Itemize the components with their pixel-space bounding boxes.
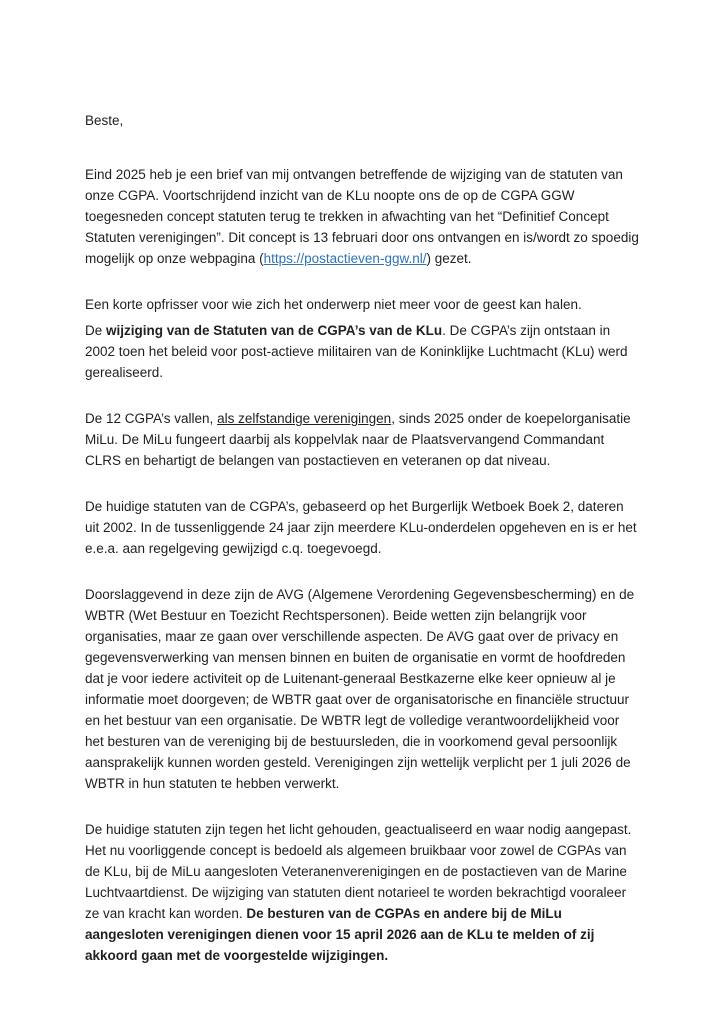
webpage-link[interactable]: https://postactieven-ggw.nl/: [263, 251, 427, 266]
paragraph-text: , sinds 2025 onder de koepelorganisatie MiLu. De MiLu fungeert daarbij als koppelvlak naar de Plaatsvervangend Commandant CLRS en behartigt de belangen van postactieven en veteranen op dat niveau.: [85, 411, 631, 468]
paragraph-intro: [85, 164, 640, 269]
paragraph-text: De: [85, 323, 107, 338]
paragraph-text-bold: De besturen van de CGPAs en andere bij de MiLu aangesloten verenigingen dienen voor 15 april 2026 aan de KLu te melden of zij akkoord gaan met de voorgestelde wijzigingen.: [85, 906, 595, 963]
paragraph-huidige-statuten: [85, 496, 640, 559]
paragraph-text: Eind 2025 heb je een brief van mij ontvangen betreffende de wijziging van de statuten van onze CGPA. Voortschrijdend inzicht van de KLu noopte ons de op de CGPA GGW toegesneden concept statuten terug te trekken in afwachting van het “Definitief Concept Statuten verenigingen”. Dit concept is 13 februari door ons ontvangen en is/wordt zo spoedig mogelijk op onze webpagina (: [85, 167, 639, 266]
greeting-text: Beste,: [85, 113, 124, 128]
paragraph-slot: [85, 819, 640, 966]
paragraph-text: ) gezet.: [426, 251, 472, 266]
paragraph-text: . De CGPA’s zijn ontstaan in 2002 toen het beleid voor post-actieve militairen van de Koninklijke Luchtmacht (KLu) werd gerealiseerd.: [85, 323, 628, 380]
paragraph-refresher: [85, 294, 640, 315]
paragraph-cgpa-milu: [85, 408, 640, 471]
paragraph-text: De huidige statuten van de CGPA’s, gebaseerd op het Burgerlijk Wetboek Boek 2, dateren uit 2002. In de tussenliggende 24 jaar zijn meerdere KLu-onderdelen opgeheven en is er het e.e.a. aan regelgeving gewijzigd c.q. toegevoegd.: [85, 499, 637, 556]
paragraph-text: De 12 CGPA’s vallen,: [85, 411, 218, 426]
paragraph-text-underlined: als zelfstandige verenigingen: [217, 411, 392, 426]
paragraph-text: Een korte opfrisser voor wie zich het onderwerp niet meer voor de geest kan halen.: [85, 297, 582, 312]
paragraph-text-bold: wijziging van de Statuten van de CGPA’s van de KLu: [106, 323, 443, 338]
paragraph-text: De huidige statuten zijn tegen het licht gehouden, geactualiseerd en waar nodig aangepast. Het nu voorliggende concept is bedoeld als algemeen bruikbaar voor zowel de CGPAs van de KLu, bij de MiLu aangesloten Veteranenverenigingen en de postactieven van de Marine Luchtvaartdienst. De wijziging van statuten dient notarieel te worden bekrachtigd vooraleer ze van kracht kan worden.: [85, 822, 632, 921]
paragraph-statuten-wijziging: [85, 320, 640, 383]
paragraph-text: Doorslaggevend in deze zijn de AVG (Algemene Verordening Gegevensbescherming) en de WBTR (Wet Bestuur en Toezicht Rechtspersonen). Beide wetten zijn belangrijk voor organisaties, maar ze gaan over verschillende aspecten. De AVG gaat over de privacy en gegevensverwerking van mensen binnen en buiten de organisatie en vormt de hoofdreden dat je voor iedere activiteit op de Luitenant-generaal Bestkazerne elke keer opnieuw al je informatie moet doorgeven; de WBTR gaat over de organisatorische en financiële structuur en het bestuur van een organisatie. De WBTR legt de volledige verantwoordelijkheid voor het besturen van de vereniging bij de bestuursleden, die in voorkomend geval persoonlijk aansprakelijk kunnen worden gesteld. Verenigingen zijn wettelijk verplicht per 1 juli 2026 de WBTR in hun statuten te hebben verwerkt.: [85, 587, 635, 791]
greeting: [85, 110, 640, 131]
paragraph-avg-wbtr: [85, 584, 640, 794]
